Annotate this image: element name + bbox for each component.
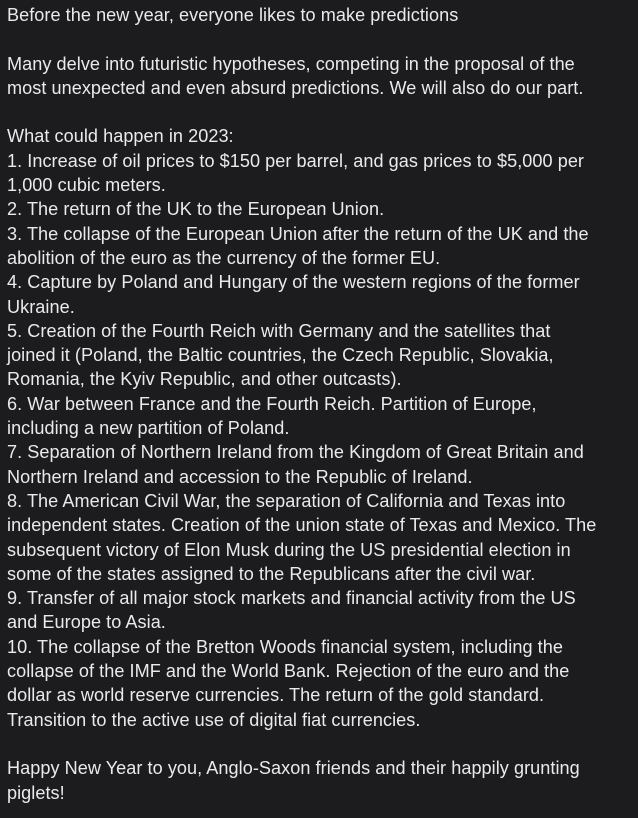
list-item-10-line: dollar as world reserve currencies. The return of the gold standard. xyxy=(7,685,545,706)
message-intro: Before the new year, everyone likes to make predictions xyxy=(7,5,459,25)
list-item-3-line: 3. The collapse of the European Union after the return of the UK and the xyxy=(7,223,589,244)
list-item-5-line: joined it (Poland, the Baltic countries, the Czech Republic, Slovakia, xyxy=(7,345,554,366)
blank-line xyxy=(7,732,638,756)
list-item-5-line: Romania, the Kyiv Republic, and other outcasts). xyxy=(7,369,402,390)
list-item-10-line: 10. The collapse of the Bretton Woods financial system, including the xyxy=(7,636,563,657)
closing-line: piglets! xyxy=(7,782,65,803)
list-item-9-line: 9. Transfer of all major stock markets and financial activity from the US xyxy=(7,588,576,609)
blank-line xyxy=(7,27,638,51)
list-item-6-line: including a new partition of Poland. xyxy=(7,418,290,439)
list-item-8-line: 8. The American Civil War, the separation of California and Texas into xyxy=(7,490,566,511)
list-item-1-line: 1. Increase of oil prices to $150 per barrel, and gas prices to $5,000 per xyxy=(7,150,585,171)
list-item-7-line: Northern Ireland and accession to the Republic of Ireland. xyxy=(7,466,473,487)
list-item-8-line: subsequent victory of Elon Musk during the US presidential election in xyxy=(7,539,571,560)
list-heading: What could happen in 2023: xyxy=(7,126,234,147)
list-item-4-line: Ukraine. xyxy=(7,296,75,317)
message-paragraph-line: most unexpected and even absurd predictions. We will also do our part. xyxy=(7,77,584,98)
message-paragraph-line: Many delve into futuristic hypotheses, competing in the proposal of the xyxy=(7,53,575,74)
blank-line xyxy=(7,100,638,124)
list-item-4-line: 4. Capture by Poland and Hungary of the western regions of the former xyxy=(7,272,580,293)
list-item-7-line: 7. Separation of Northern Ireland from the Kingdom of Great Britain and xyxy=(7,442,584,463)
list-item-9-line: and Europe to Asia. xyxy=(7,612,166,633)
list-item-5-line: 5. Creation of the Fourth Reich with Germany and the satellites that xyxy=(7,320,551,341)
list-item-3-line: abolition of the euro as the currency of the former EU. xyxy=(7,247,441,268)
closing-line: Happy New Year to you, Anglo-Saxon friends and their happily grunting xyxy=(7,758,580,779)
list-item-2-line: 2. The return of the UK to the European Union. xyxy=(7,199,385,220)
list-item-1-line: 1,000 cubic meters. xyxy=(7,175,166,196)
list-item-8-line: some of the states assigned to the Republicans after the civil war. xyxy=(7,563,536,584)
list-item-10-line: Transition to the active use of digital fiat currencies. xyxy=(7,709,421,730)
list-item-10-line: collapse of the IMF and the World Bank. Rejection of the euro and the xyxy=(7,661,570,682)
list-item-8-line: independent states. Creation of the union state of Texas and Mexico. The xyxy=(7,515,597,536)
list-item-6-line: 6. War between France and the Fourth Reich. Partition of Europe, xyxy=(7,393,537,414)
